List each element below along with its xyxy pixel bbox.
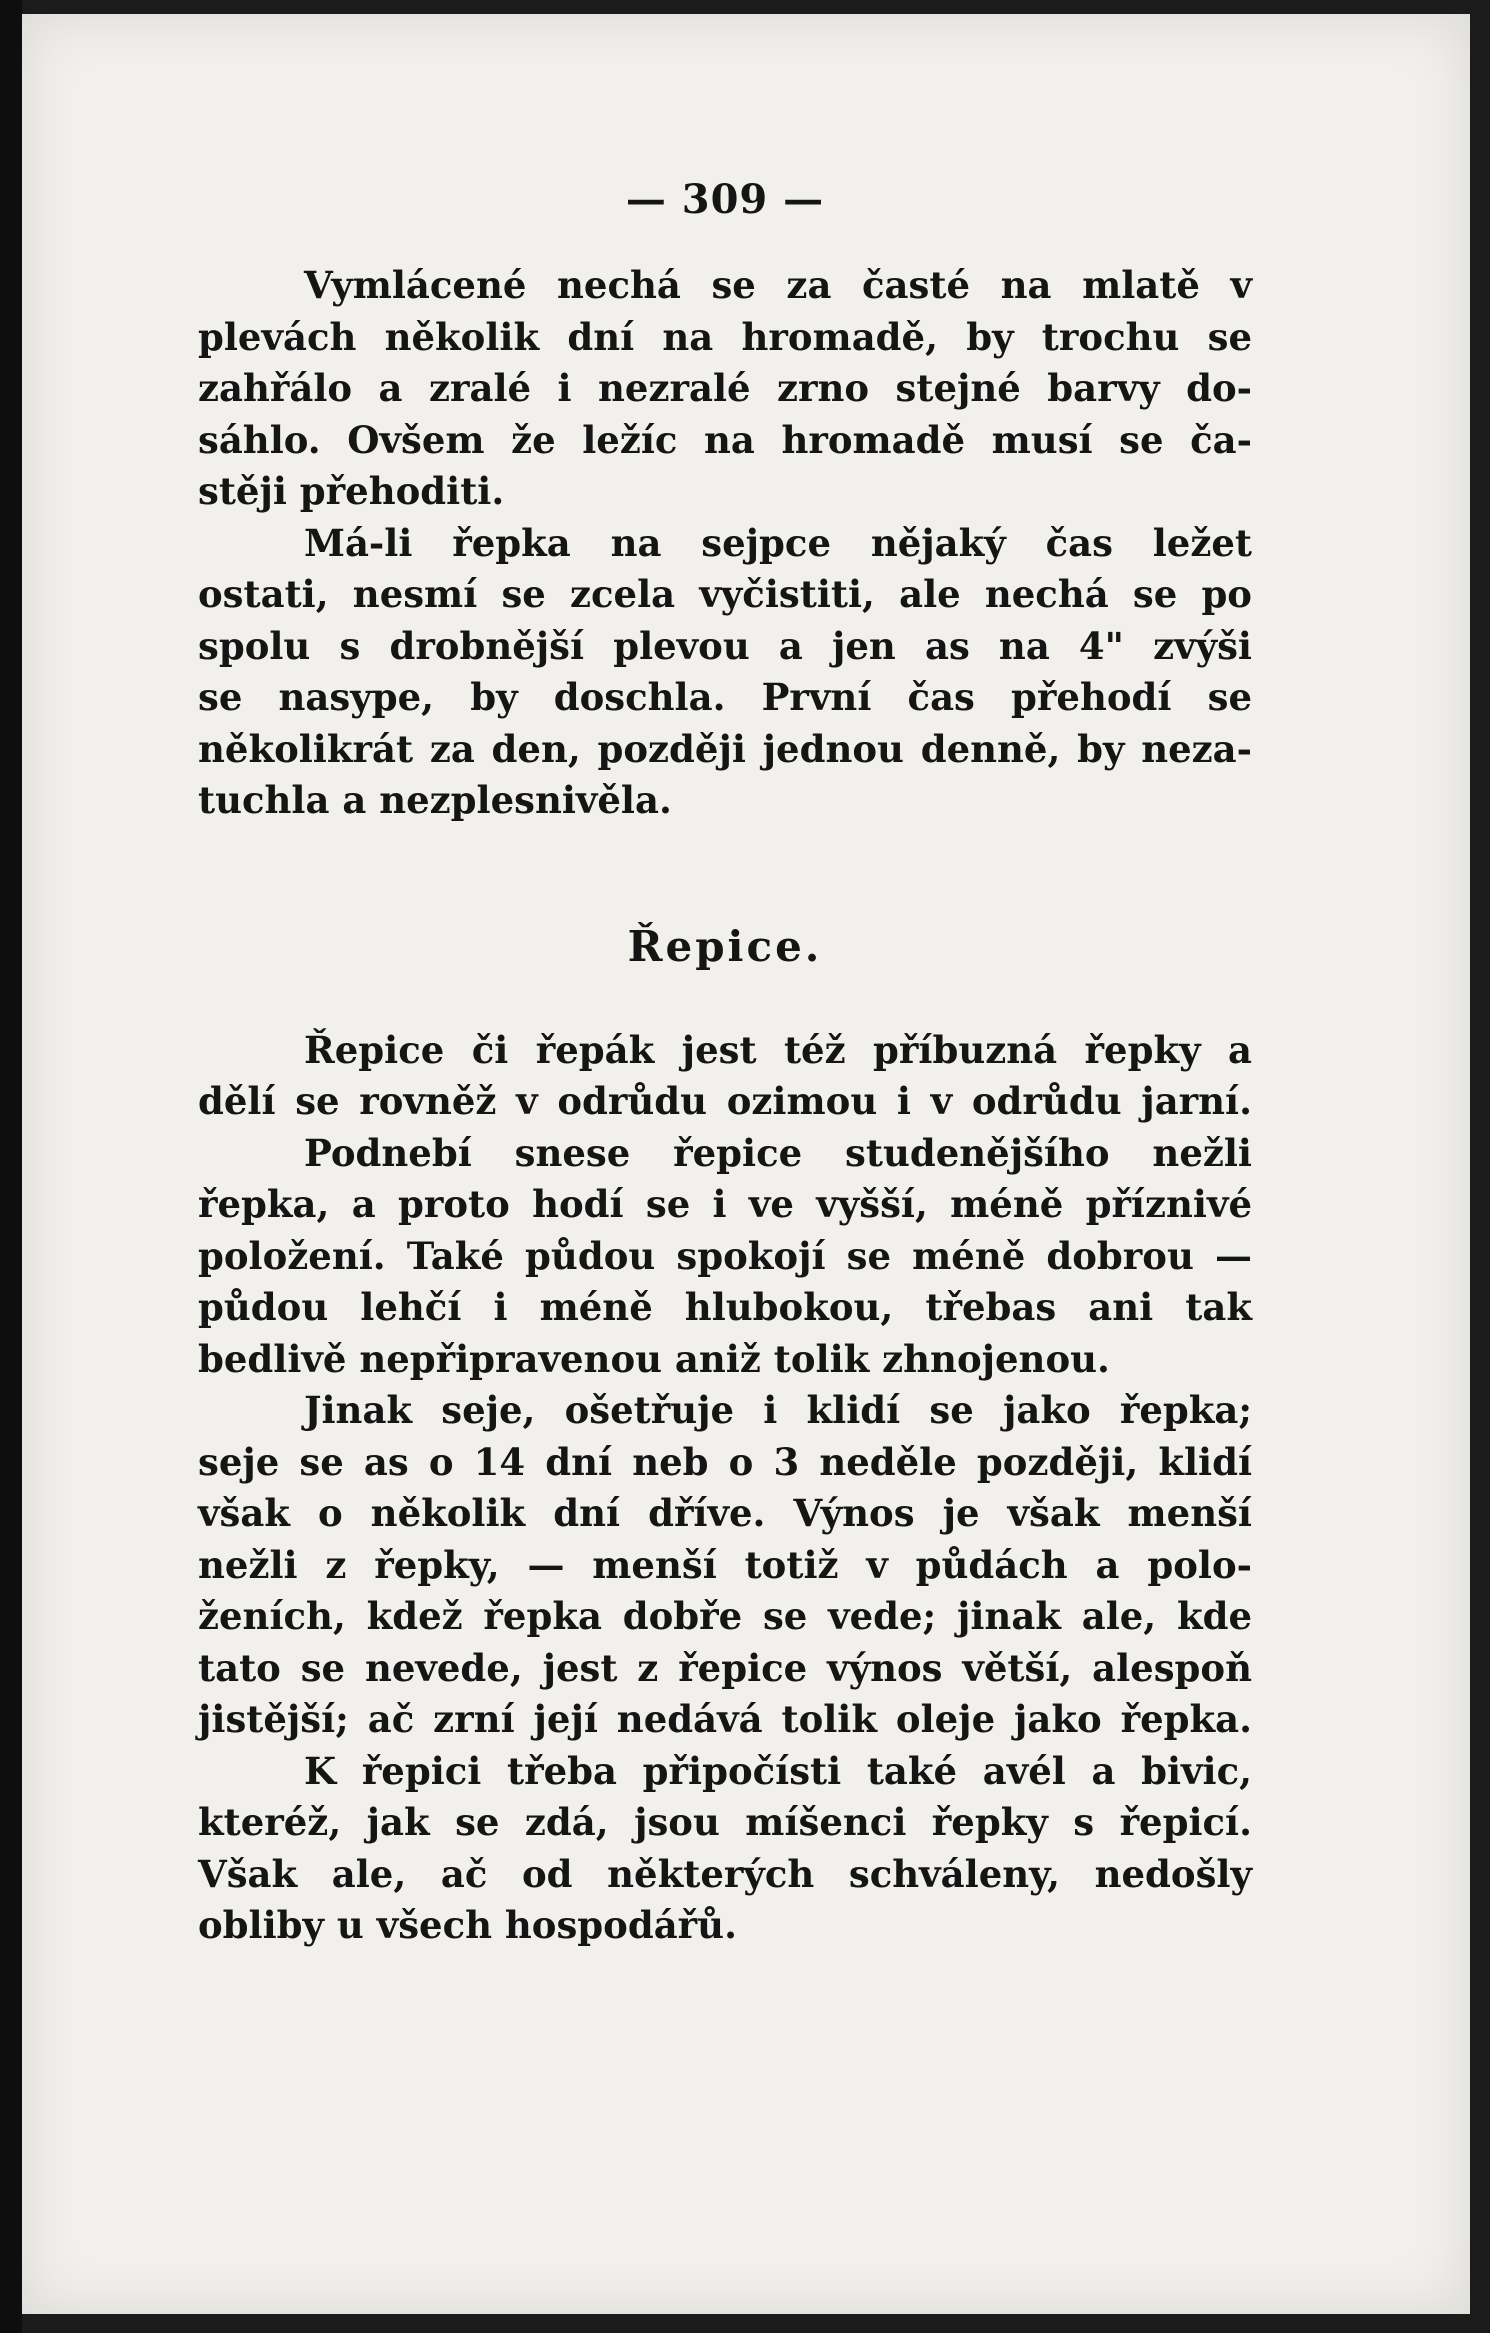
text-line: však o několik dní dříve. Výnos je však menší [198,1491,1252,1535]
text-line: Má-li řepka na sejpce nějaký čas ležet [304,520,1252,565]
text-line: ostati, nesmí se zcela vyčistiti, ale nechá se po [198,572,1252,616]
paragraph-4 [198,1385,1252,1746]
book-spine-edge [0,0,22,2333]
text-line: K řepici třeba připočísti také avél a bivic, [304,1748,1252,1793]
paragraph-1 [198,260,1252,518]
section-heading: Řepice. [627,921,823,971]
page-text [198,170,1252,1952]
text-line: jistější; ač zrní její nedává tolik oleje jako řepka. [198,1697,1252,1741]
text-line: sáhlo. Ovšem že ležíc na hromadě musí se ča- [198,417,1252,462]
text-line: spolu s drobnější plevou a jen as na 4" zvýši [198,623,1252,668]
text-line: Jinak seje, ošetřuje i klidí se jako řepka; [304,1388,1252,1432]
text-line: kteréž, jak se zdá, jsou míšenci řepky s řepicí. [198,1800,1252,1844]
text-line: několikrát za den, později jednou denně, by neza- [198,726,1252,771]
text-line: tato se nevede, jest z řepice výnos větší, alespoň [198,1645,1252,1690]
text-line: ženích, kdež řepka dobře se vede; jinak ale, kde [198,1594,1252,1638]
text-line: bedlivě nepřipravenou aniž tolik zhnojenou. [198,1336,1110,1381]
paragraph-2 [198,518,1252,827]
text-line: Vymlácené nechá se za časté na mlatě v [304,263,1252,307]
text-line: tuchla a nezplesnivěla. [198,778,672,822]
page-number: — 309 — [625,176,825,223]
text-line: nežli z řepky, — menší totiž v půdách a polo- [198,1542,1252,1587]
text-line: zahřálo a zralé i nezralé zrno stejné barvy do- [198,366,1252,410]
text-line: řepka, a proto hodí se i ve vyšší, méně příznivé [198,1182,1252,1226]
text-line: Podnebí snese řepice studenějšího nežli [304,1130,1252,1175]
text-line: Řepice či řepák jest též příbuzná řepky a [304,1027,1252,1072]
text-line: seje se as o 14 dní neb o 3 neděle později, klidí [198,1439,1252,1484]
paragraph-5 [198,1746,1252,1952]
text-line: se nasype, by doschla. První čas přehodí se [198,675,1252,719]
text-line: Však ale, ač od některých schváleny, nedošly [198,1851,1252,1896]
text-line: půdou lehčí i méně hlubokou, třebas ani tak [198,1285,1252,1329]
text-line: obliby u všech hospodářů. [198,1903,737,1947]
text-line: dělí se rovněž v odrůdu ozimou i v odrůdu jarní. [198,1079,1252,1123]
text-line: stěji přehoditi. [198,469,505,513]
text-line: položení. Také půdou spokojí se méně dobrou — [198,1233,1252,1278]
paragraph-3 [198,1025,1252,1386]
text-line: plevách několik dní na hromadě, by trochu se [198,314,1252,359]
